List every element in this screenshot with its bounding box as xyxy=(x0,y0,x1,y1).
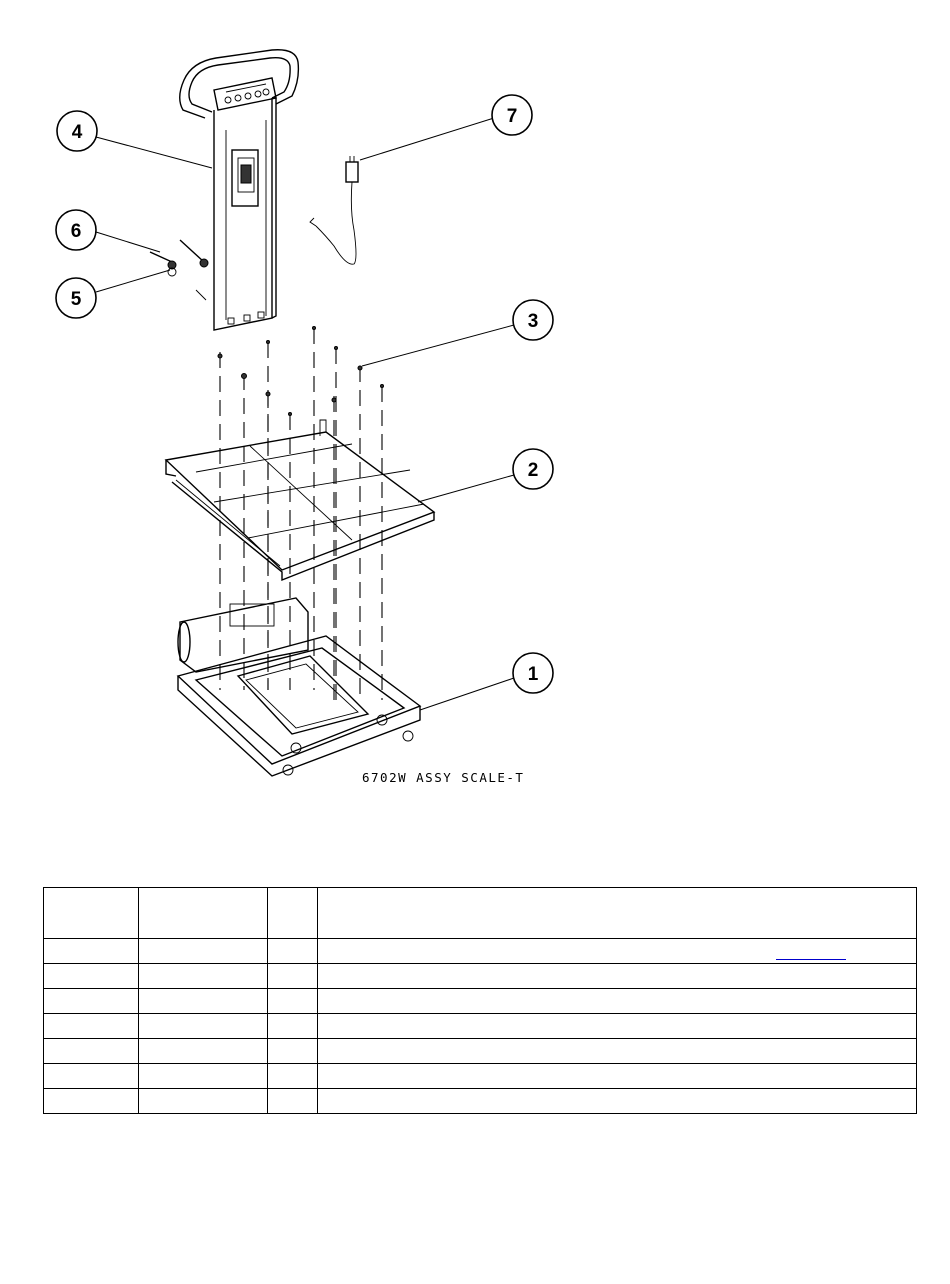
callout-2 xyxy=(513,449,553,489)
table-cell xyxy=(139,1064,268,1089)
table-cell xyxy=(268,1039,318,1064)
drawing-caption: 6702W ASSY SCALE-T xyxy=(362,770,525,785)
callout-label: 6 xyxy=(70,221,82,242)
table-row xyxy=(44,989,917,1014)
table-cell xyxy=(318,1014,917,1039)
table-cell xyxy=(318,1064,917,1089)
header-cell xyxy=(318,888,917,939)
table-cell xyxy=(268,1014,318,1039)
callout-7 xyxy=(492,95,532,135)
callout-label: 2 xyxy=(527,460,539,481)
table-cell xyxy=(139,939,268,964)
adjustment-knobs xyxy=(150,240,208,300)
callout-3 xyxy=(513,300,553,340)
table-cell xyxy=(139,1089,268,1114)
callout-label: 1 xyxy=(527,664,539,685)
table-cell xyxy=(318,964,917,989)
column-assembly xyxy=(180,50,299,330)
table-cell xyxy=(139,989,268,1014)
callout-label: 5 xyxy=(70,289,82,310)
callout-6 xyxy=(56,210,96,250)
table-row xyxy=(44,964,917,989)
table-cell xyxy=(268,1089,318,1114)
callout-1 xyxy=(513,653,553,693)
scale-base xyxy=(178,598,420,776)
table-row xyxy=(44,1089,917,1114)
table-cell xyxy=(44,964,139,989)
table-row xyxy=(44,1064,917,1089)
header-cell xyxy=(44,888,139,939)
callout-label: 4 xyxy=(71,122,83,143)
table-cell xyxy=(44,1039,139,1064)
table-cell xyxy=(44,939,139,964)
hyperlink[interactable] xyxy=(776,943,846,960)
table-cell xyxy=(44,1014,139,1039)
callout-4 xyxy=(57,111,97,151)
table-header-row xyxy=(44,888,917,939)
table-cell xyxy=(44,1064,139,1089)
leader-lines xyxy=(96,118,514,710)
parts-table xyxy=(43,887,917,1114)
platform-cover xyxy=(166,420,434,580)
table-cell xyxy=(139,1014,268,1039)
table-cell xyxy=(268,1064,318,1089)
callout-label: 3 xyxy=(527,311,539,332)
table-cell xyxy=(139,1039,268,1064)
table-cell xyxy=(44,1089,139,1114)
power-adapter xyxy=(310,156,358,264)
header-cell xyxy=(268,888,318,939)
table-cell xyxy=(268,964,318,989)
table-row xyxy=(44,1039,917,1064)
table-row xyxy=(44,1014,917,1039)
table-cell xyxy=(268,989,318,1014)
table-cell xyxy=(318,1039,917,1064)
table-row xyxy=(44,939,917,964)
table-cell xyxy=(268,939,318,964)
callout-label: 7 xyxy=(506,106,518,127)
table-cell xyxy=(44,989,139,1014)
table-cell xyxy=(318,989,917,1014)
fastener-lines xyxy=(218,327,384,701)
header-cell xyxy=(139,888,268,939)
callout-5 xyxy=(56,278,96,318)
table-cell-with-link xyxy=(318,939,917,964)
table-cell xyxy=(139,964,268,989)
table-cell xyxy=(318,1089,917,1114)
